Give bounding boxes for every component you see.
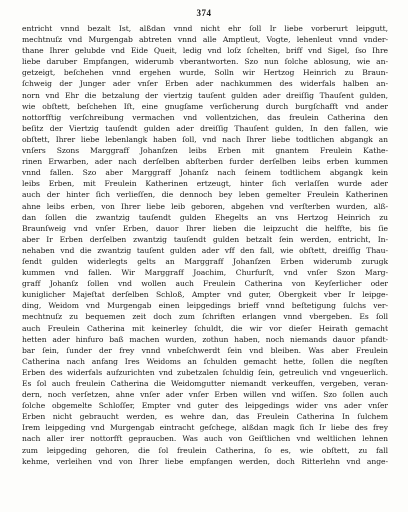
text-line: Erben des widerfals aufzurichten vnd zubetzalen ſchuldig ſein, getreulich vnd vngeuerlich. bbox=[22, 367, 388, 377]
text-line: rinen Erwarben, ader nach derſelben abſterben furder derſelben leibs erben kummen bbox=[22, 157, 388, 167]
text-line: graff Johanſz ſollen vnd wollen auch Freulein Catherina von Keyſerlicher oder bbox=[22, 279, 388, 289]
body-text bbox=[22, 23, 388, 467]
text-line: mechtnuſz vnd Murgengab abtreten vnnd alle Amptleut, Vogte, lehenleut vnnd vnder- bbox=[22, 35, 388, 45]
text-line: obſtett, Ihrer liebe lebenlangk haben ſoll, vnd nach Ihrer liebe todtlichen abgangk an bbox=[22, 134, 388, 144]
text-line: ahne leibs erben, von Ihrer liebe leib geboren, abgehen vnd verſterben wurden, alß- bbox=[22, 201, 388, 211]
text-line: hetten ader hinfuro baß machen wurden, zothun haben, noch niemands dauor pfandt- bbox=[22, 334, 388, 344]
text-line: kummen vnd fallen. Wir Marggraff Joachim, Churfurſt, vnd vnſer Szon Marg- bbox=[22, 268, 388, 278]
text-line: dern, noch verſetzen, ahne vnſer ader vnſer Erben willen vnd wiſſen. Szo ſollen auch bbox=[22, 390, 388, 400]
text-line: Erben nicht gebraucht werden, es wehre dan, das Freulein Catherina In ſulchem bbox=[22, 412, 388, 422]
text-line: Es ſol auch freulein Catherina die Weidomgutter niemandt verkeuffen, vergeben, veran- bbox=[22, 379, 388, 388]
text-line: nottorfftig verſchreibung vermachen vnd vollentzichen, das freulein Catherina den bbox=[22, 112, 388, 122]
text-line: nehaben vnd die zwantzig tauſent gulden ader vff den fall, wie obſtett, dreiſſig Thau- bbox=[22, 245, 388, 255]
text-line: dan ſollen die zwantzig tauſendt gulden Ehegelts an vns Hertzog Heinrich zu bbox=[22, 212, 388, 222]
text-line: vnſers Szons Marggraff Johanſzen leibs Erben mit gnantem Freulein Kathe- bbox=[22, 146, 388, 156]
text-line: norn vnd Ehr die betzalung der viertzig tauſent gulden ader dreiſſig Thauſent gulden, bbox=[22, 90, 388, 100]
text-line: Braunſweig vnd vnſer Erben, dauor Ihrer lieben die leipzucht die helffte, bis ſie bbox=[22, 223, 388, 233]
text-line: Irem leipgeding vnd Murgengab eintracht geſchege, alßdan magk ſich Ir liebe des frey bbox=[22, 423, 388, 433]
text-line: mechtnuſz zu bequemen zeit doch zum ſchriften erlangen vnnd vbergeben. Es ſoll bbox=[22, 312, 388, 322]
text-line: ding, Weidom vnd Murgengab einen leipgedings brieff vnnd beſtetigung ſulchs ver- bbox=[22, 301, 388, 311]
text-line: auch Freulein Catherina mit keinerley ſchuldt, die wir vor dieſer Heirath gemacht bbox=[22, 323, 388, 333]
text-line: ſendt gulden widerlegts gelts an Marggraff Johanſzen Erben widerumb zurugk bbox=[22, 256, 388, 266]
text-line: entricht vnnd bezalt Ist, alßdan vnnd nicht ehr ſoll Ir liebe vorberurt leipgutt, bbox=[22, 24, 388, 33]
page-number: 374 bbox=[196, 8, 212, 18]
text-line: auch der hinter ſich verlieſſen, die dennoch bey leben gemelter Freulein Katherinen bbox=[22, 190, 388, 200]
text-line: thane Ihrer gelubde vnd Eide Queit, ledig vnd loſz ſchelten, briff vnd Sigel, ſso Ihre bbox=[22, 46, 388, 56]
text-line: Catherina nach anfang Ires Weidoms an ſchulden gemacht hette, ſollen die negſten bbox=[22, 356, 388, 366]
text-line: aber Ir Erben derſelben zwantzig tauſendt gulden betzalt ſein werden, entricht, In- bbox=[22, 234, 388, 244]
text-line: kuniglicher Majeſtat derſelben Schloß, Ampter vnd guter, Obergkeit vber Ir leipge- bbox=[22, 290, 388, 300]
text-line: vnnd fallen. Szo aber Marggraff Johanſz nach ſeinem todtlichem abgangk kein bbox=[22, 168, 388, 178]
text-line: ſolche obgemelte Schloſſer, Empter vnd guter des leipgedings wider vns ader vnſer bbox=[22, 401, 388, 411]
text-line: beſitz der Viertzig tauſendt gulden ader dreiſſig Thauſent gulden, In den fallen, wie bbox=[22, 123, 388, 133]
text-line: wie obſtett, beſchehen Iſt, eine gnugſame verſicherung durch burgſchafft vnd ander bbox=[22, 101, 388, 111]
text-line: zum leipgeding gehoren, die ſol freulein Catherina, ſo es, wie obſtett, zu fall bbox=[22, 445, 388, 455]
text-line: nach aller irer nottorfft gepraucben. Was auch von Geiſtlichen vnd weltlichen lehnen bbox=[22, 434, 388, 444]
text-line: leibs Erben, mit Freulein Katherinen ertzeugt, hinter ſich verlaſſen wurde ader bbox=[22, 179, 388, 189]
text-line: bar ſein, ſunder der frey vnnd vnbeſchwerdt ſein vnd bleiben. Was aber Freulein bbox=[22, 345, 388, 355]
text-line: liebe daruber Empfangen, widerumb vberantworten. Szo nun ſolche ablosung, wie an- bbox=[22, 57, 388, 67]
text-line: getzeigt, beſchehen vnnd ergehen wurde, Solln wir Hertzog Heinrich zu Braun- bbox=[22, 68, 388, 78]
text-line: ſchweig der Junger ader vnſer Erben ader nachkummen des widerfals halben an- bbox=[22, 79, 388, 89]
text-line: kehme, verleihen vnd von Ihrer liebe empfangen werden, doch Ritterlehn vnd ange- bbox=[22, 456, 388, 466]
